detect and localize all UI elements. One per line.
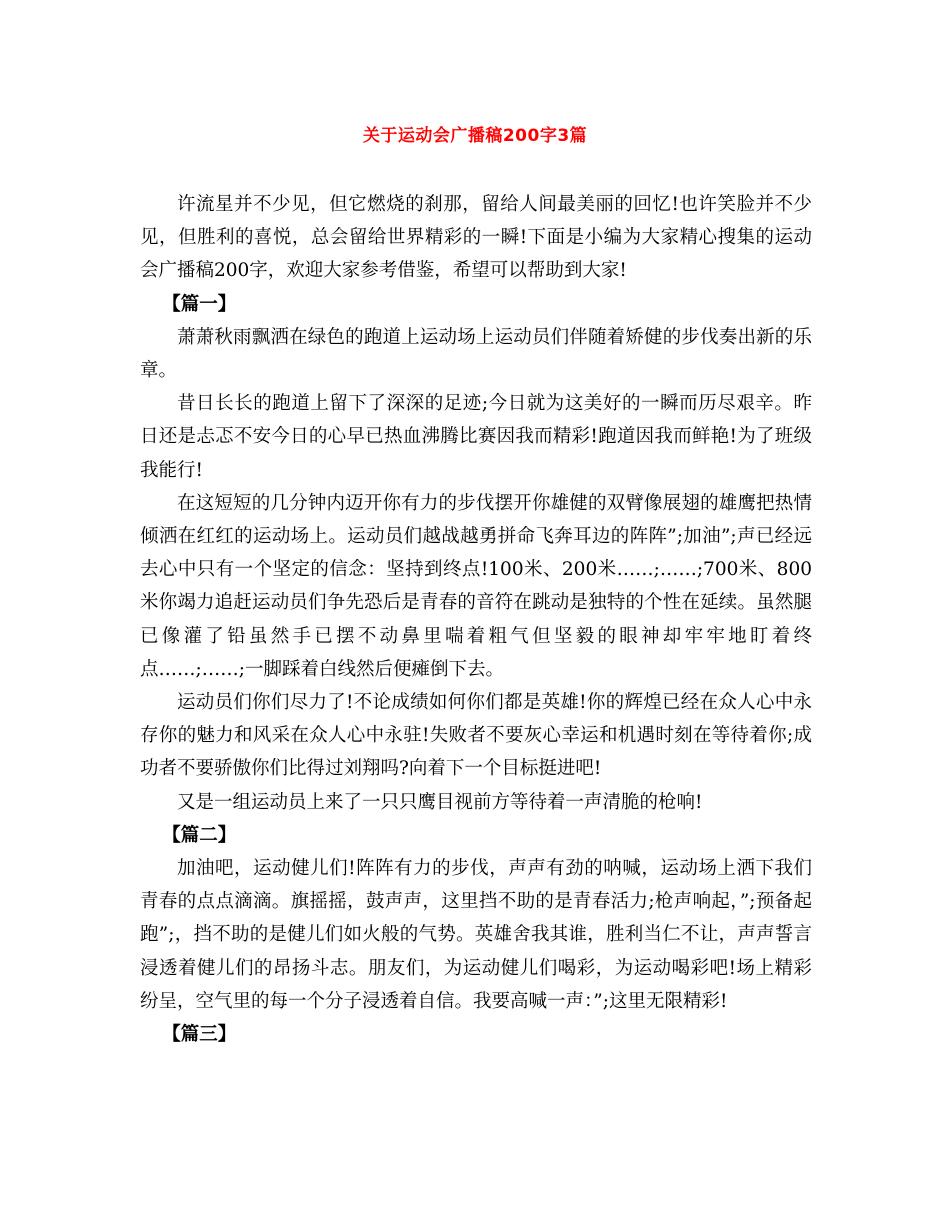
document-title: 关于运动会广播稿200字3篇 [362, 126, 588, 146]
section-heading-2: 【篇二】 [162, 824, 237, 846]
section-heading-1: 【篇一】 [162, 293, 237, 315]
body-paragraph: 又是一组运动员上来了一只只鹰目视前方等待着一声清脆的枪响! [177, 791, 703, 813]
body-paragraph: 加油吧，运动健儿们!阵阵有力的步伐，声声有劲的呐喊，运动场上洒下我们青春的点点滴滴。旗摇摇，鼓声声，这里挡不助的是青春活力;枪声响起，”;预备起跑”;，挡不助的是健儿们如火般的气势。英雄舍我其谁，胜利当仁不让，声声誓言浸透着健儿们的昂扬斗志。朋友们，为运动健儿们喝彩，为运动喝彩吧!场上精彩纷呈，空气里的每一个分子浸透着自信。我要高喊一声：”;这里无限精彩! [140, 858, 813, 1012]
document-body [140, 188, 812, 1051]
body-paragraph: 昔日长长的跑道上留下了深深的足迹;今日就为这美好的一瞬而历尽艰辛。昨日还是忐忑不安今日的心早已热血沸腾比赛因我而精彩!跑道因我而鲜艳!为了班级我能行! [140, 393, 812, 481]
body-paragraph: 萧萧秋雨飘洒在绿色的跑道上运动场上运动员们伴随着矫健的步伐奏出新的乐章。 [140, 326, 812, 382]
section-heading-3: 【篇三】 [162, 1024, 237, 1046]
intro-paragraph: 许流星并不少见，但它燃烧的刹那，留给人间最美丽的回忆!也许笑脸并不少见，但胜利的喜悦，总会留给世界精彩的一瞬!下面是小编为大家精心搜集的运动会广播稿200字，欢迎大家参考借鉴，希望可以帮助到大家! [140, 194, 812, 282]
body-paragraph: 运动员们你们尽力了!不论成绩如何你们都是英雄!你的辉煌已经在众人心中永存你的魅力和风采在众人心中永驻!失败者不要灰心幸运和机遇时刻在等待着你;成功者不要骄傲你们比得过刘翔吗?向着下一个目标挺进吧! [140, 692, 812, 780]
body-paragraph: 在这短短的几分钟内迈开你有力的步伐摆开你雄健的双臂像展翅的雄鹰把热情倾洒在红红的运动场上。运动员们越战越勇拼命飞奔耳边的阵阵”;加油”;声已经远去心中只有一个坚定的信念：坚持到终点!100米、200米……;……;700米、800米你竭力追赶运动员们争先恐后是青春的音符在跳动是独特的个性在延续。虽然腿已像灌了铅虽然手已摆不动鼻里喘着粗气但坚毅的眼神却牢牢地盯着终点……;……;一脚踩着白线然后便瘫倒下去。 [140, 492, 812, 680]
